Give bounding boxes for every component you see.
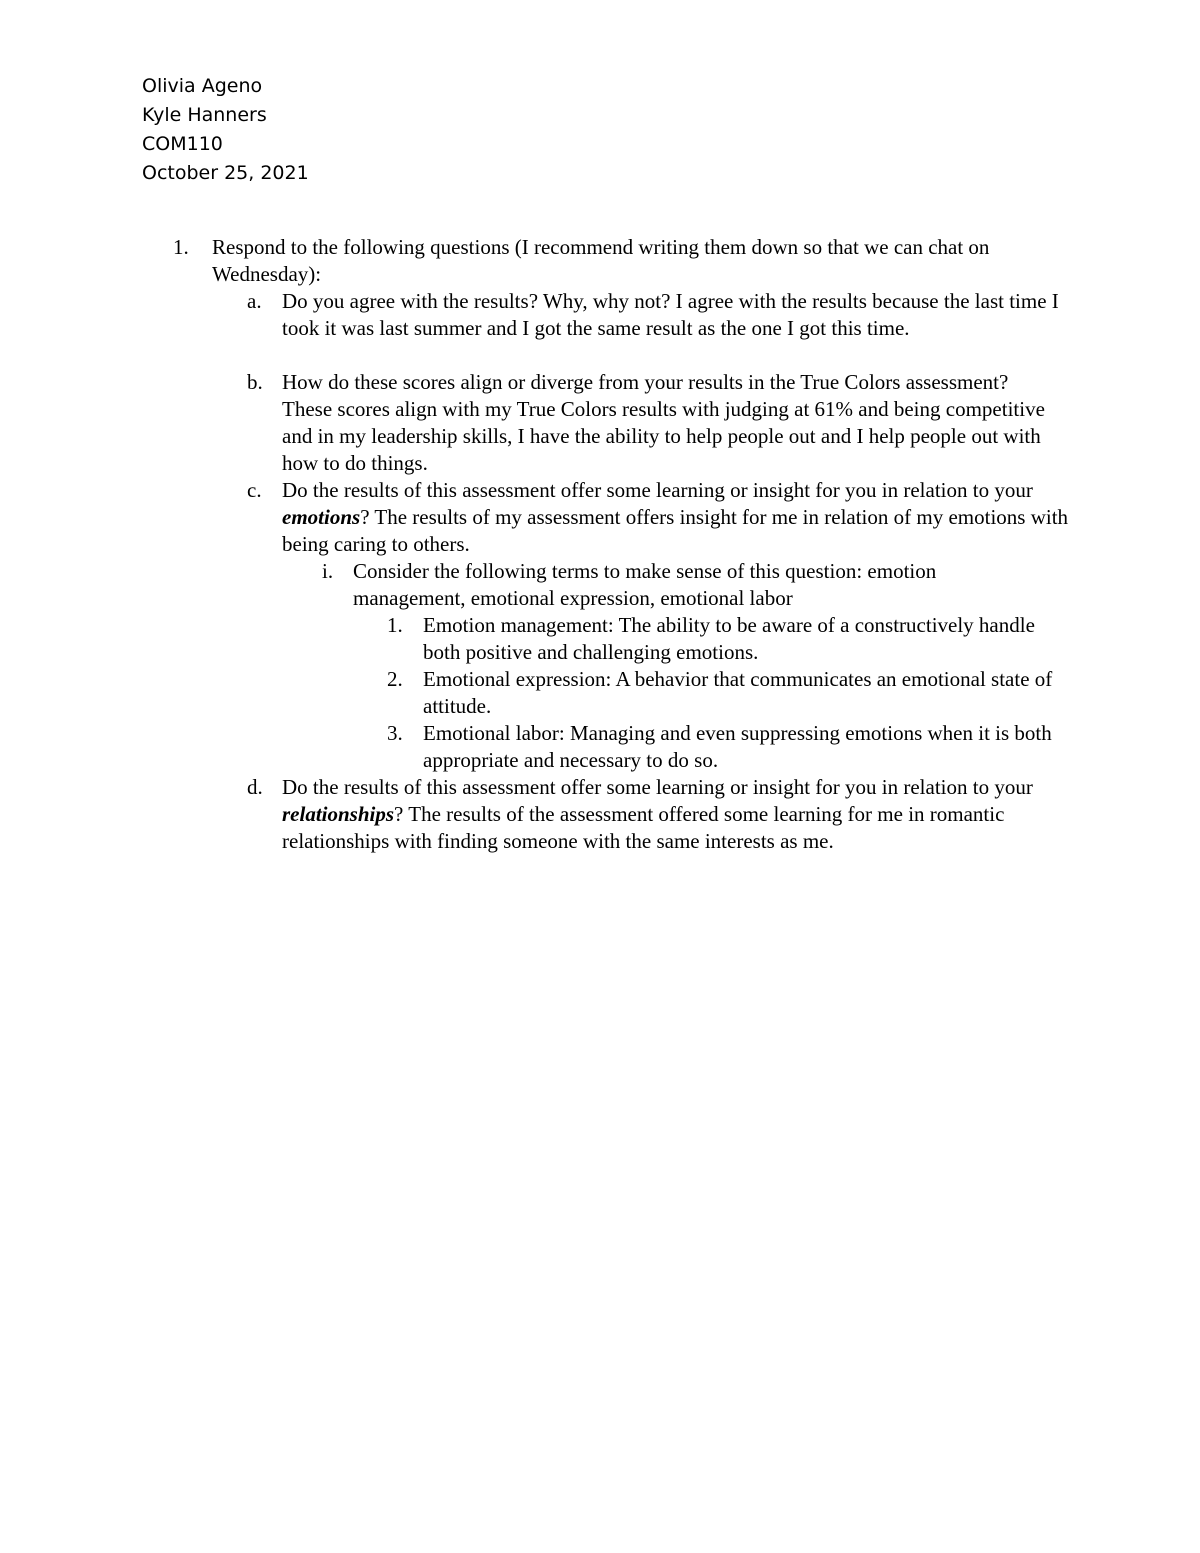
list-marker: c. xyxy=(247,478,262,502)
list-marker: b. xyxy=(247,370,263,394)
answer-d-suffix: ? The results of the assessment offered some learning for me in romantic relationships with finding someone with the same interests as me. xyxy=(282,802,1005,853)
answer-d xyxy=(282,774,1070,855)
list-marker: 3. xyxy=(387,721,403,745)
emphasis-emotions: emotions xyxy=(282,505,361,529)
instructor-name: Kyle Hanners xyxy=(142,104,267,126)
answer-c-prefix: Do the results of this assessment offer some learning or insight for you in relation to your xyxy=(282,478,1033,502)
course-code: COM110 xyxy=(142,133,223,155)
term-emotional-expression: Emotional expression: A behavior that communicates an emotional state of attitude. xyxy=(423,667,1053,718)
emphasis-relationships: relationships xyxy=(282,802,395,826)
student-name: Olivia Ageno xyxy=(142,75,263,97)
document-date: October 25, 2021 xyxy=(142,162,309,184)
list-marker: d. xyxy=(247,775,263,799)
terms-prompt: Consider the following terms to make sense of this question: emotion management, emotional expression, emotional labor xyxy=(353,559,937,610)
answer-c-suffix: ? The results of my assessment offers insight for me in relation of my emotions with being caring to others. xyxy=(282,505,1069,556)
list-marker: 2. xyxy=(387,667,403,691)
question-prompt: Respond to the following questions (I recommend writing them down so that we can chat on Wednesday): xyxy=(212,235,990,286)
document-header xyxy=(142,72,309,188)
answer-c xyxy=(282,477,1070,558)
list-marker: 1. xyxy=(173,235,189,259)
list-marker: i. xyxy=(322,559,334,583)
list-marker: a. xyxy=(247,289,262,313)
term-emotion-management: Emotion management: The ability to be aware of a constructively handle both positive and challenging emotions. xyxy=(423,613,1035,664)
answer-b: How do these scores align or diverge from your results in the True Colors assessment? These scores align with my True Colors results with judging at 61% and being competitive and in my leadership skills, I have the ability to help people out and I help people out with how to do things. xyxy=(282,370,1045,475)
list-marker: 1. xyxy=(387,613,403,637)
answer-d-prefix: Do the results of this assessment offer some learning or insight for you in relation to your xyxy=(282,775,1033,799)
answer-a: Do you agree with the results? Why, why not? I agree with the results because the last time I took it was last summer and I got the same result as the one I got this time. xyxy=(282,289,1059,340)
term-emotional-labor: Emotional labor: Managing and even suppressing emotions when it is both appropriate and necessary to do so. xyxy=(423,721,1052,772)
